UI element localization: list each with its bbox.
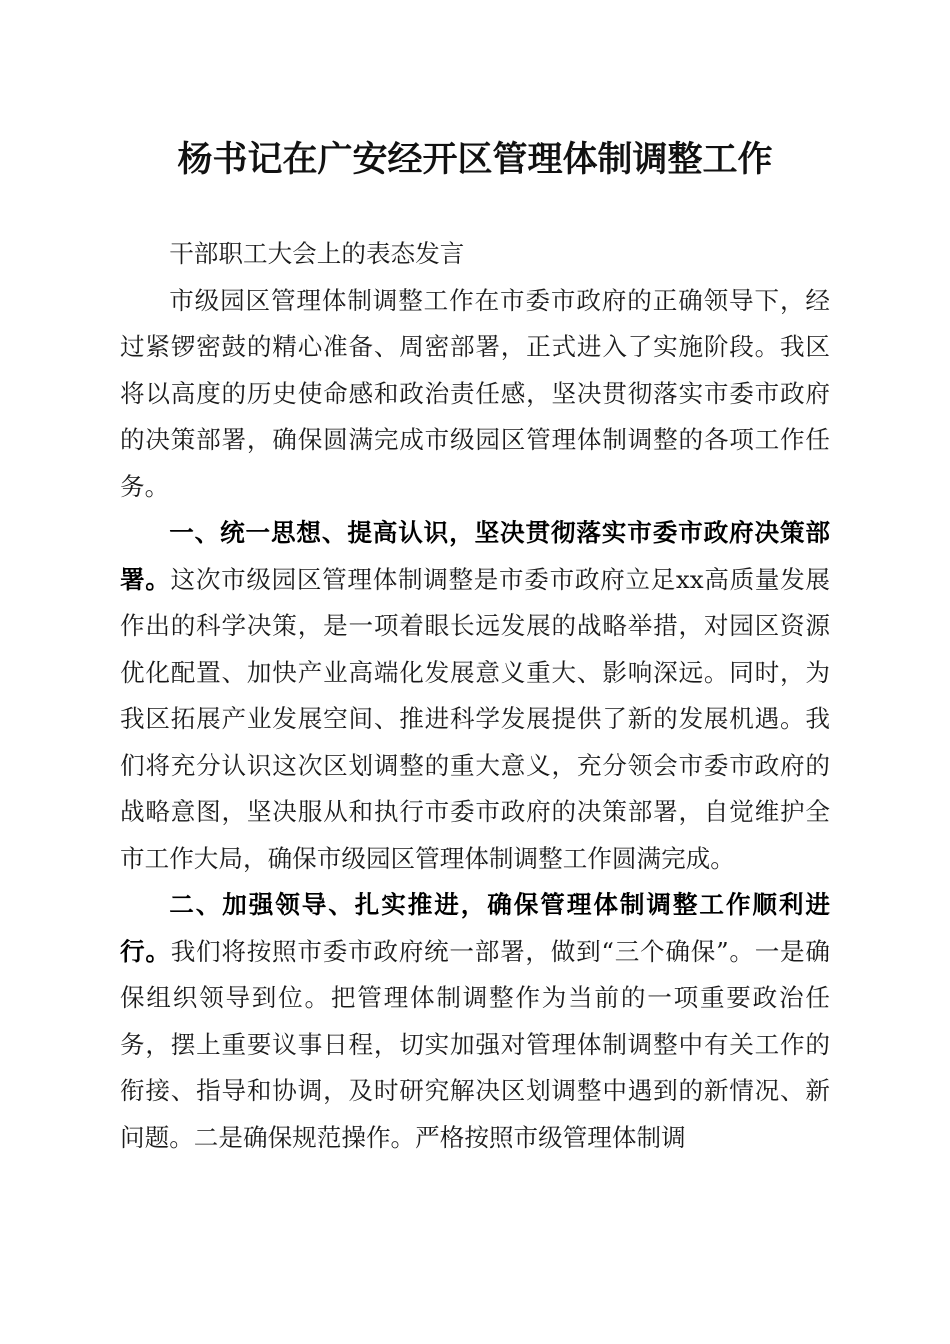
section-one-heading: 一、统一思想、提高认识，坚决贯彻落实市委市政府决策部署。 [120, 518, 830, 594]
paragraph-section-one [120, 510, 830, 882]
paragraph-intro-text: 市级园区管理体制调整工作在市委市政府的正确领导下，经过紧锣密鼓的精心准备、周密部署，正式进入了实施阶段。我区将以高度的历史使命感和政治责任感，坚决贯彻落实市委市政府的决策部署，确保圆满完成市级园区管理体制调整的各项工作任务。 [120, 285, 830, 501]
document-title: 杨书记在广安经开区管理体制调整工作 [177, 139, 773, 180]
subtitle-line: 干部职工大会上的表态发言 [169, 239, 465, 268]
section-one-text: 这次市级园区管理体制调整是市委市政府立足xx高质量发展作出的科学决策，是一项着眼长远发展的战略举措，对园区资源优化配置、加快产业高端化发展意义重大、影响深远。同时，为我区拓展产业发展空间、推进科学发展提供了新的发展机遇。我们将充分认识这次区划调整的重大意义，充分领会市委市政府的战略意图，坚决服从和执行市委市政府的决策部署，自觉维护全市工作大局，确保市级园区管理体制调整工作圆满完成。 [120, 564, 830, 873]
document-body [120, 231, 830, 1161]
section-two-heading: 二、加强领导、扎实推进，确保管理体制调整工作顺利进行。 [120, 890, 830, 966]
paragraph-intro [120, 278, 830, 511]
paragraph-section-two [120, 882, 830, 1161]
section-two-text: 我们将按照市委市政府统一部署，做到“三个确保”。一是确保组织领导到位。把管理体制调整作为当前的一项重要政治任务，摆上重要议事日程，切实加强对管理体制调整中有关工作的衔接、指导和协调，及时研究解决区划调整中遇到的新情况、新问题。二是确保规范操作。严格按照市级管理体制调 [120, 936, 830, 1152]
